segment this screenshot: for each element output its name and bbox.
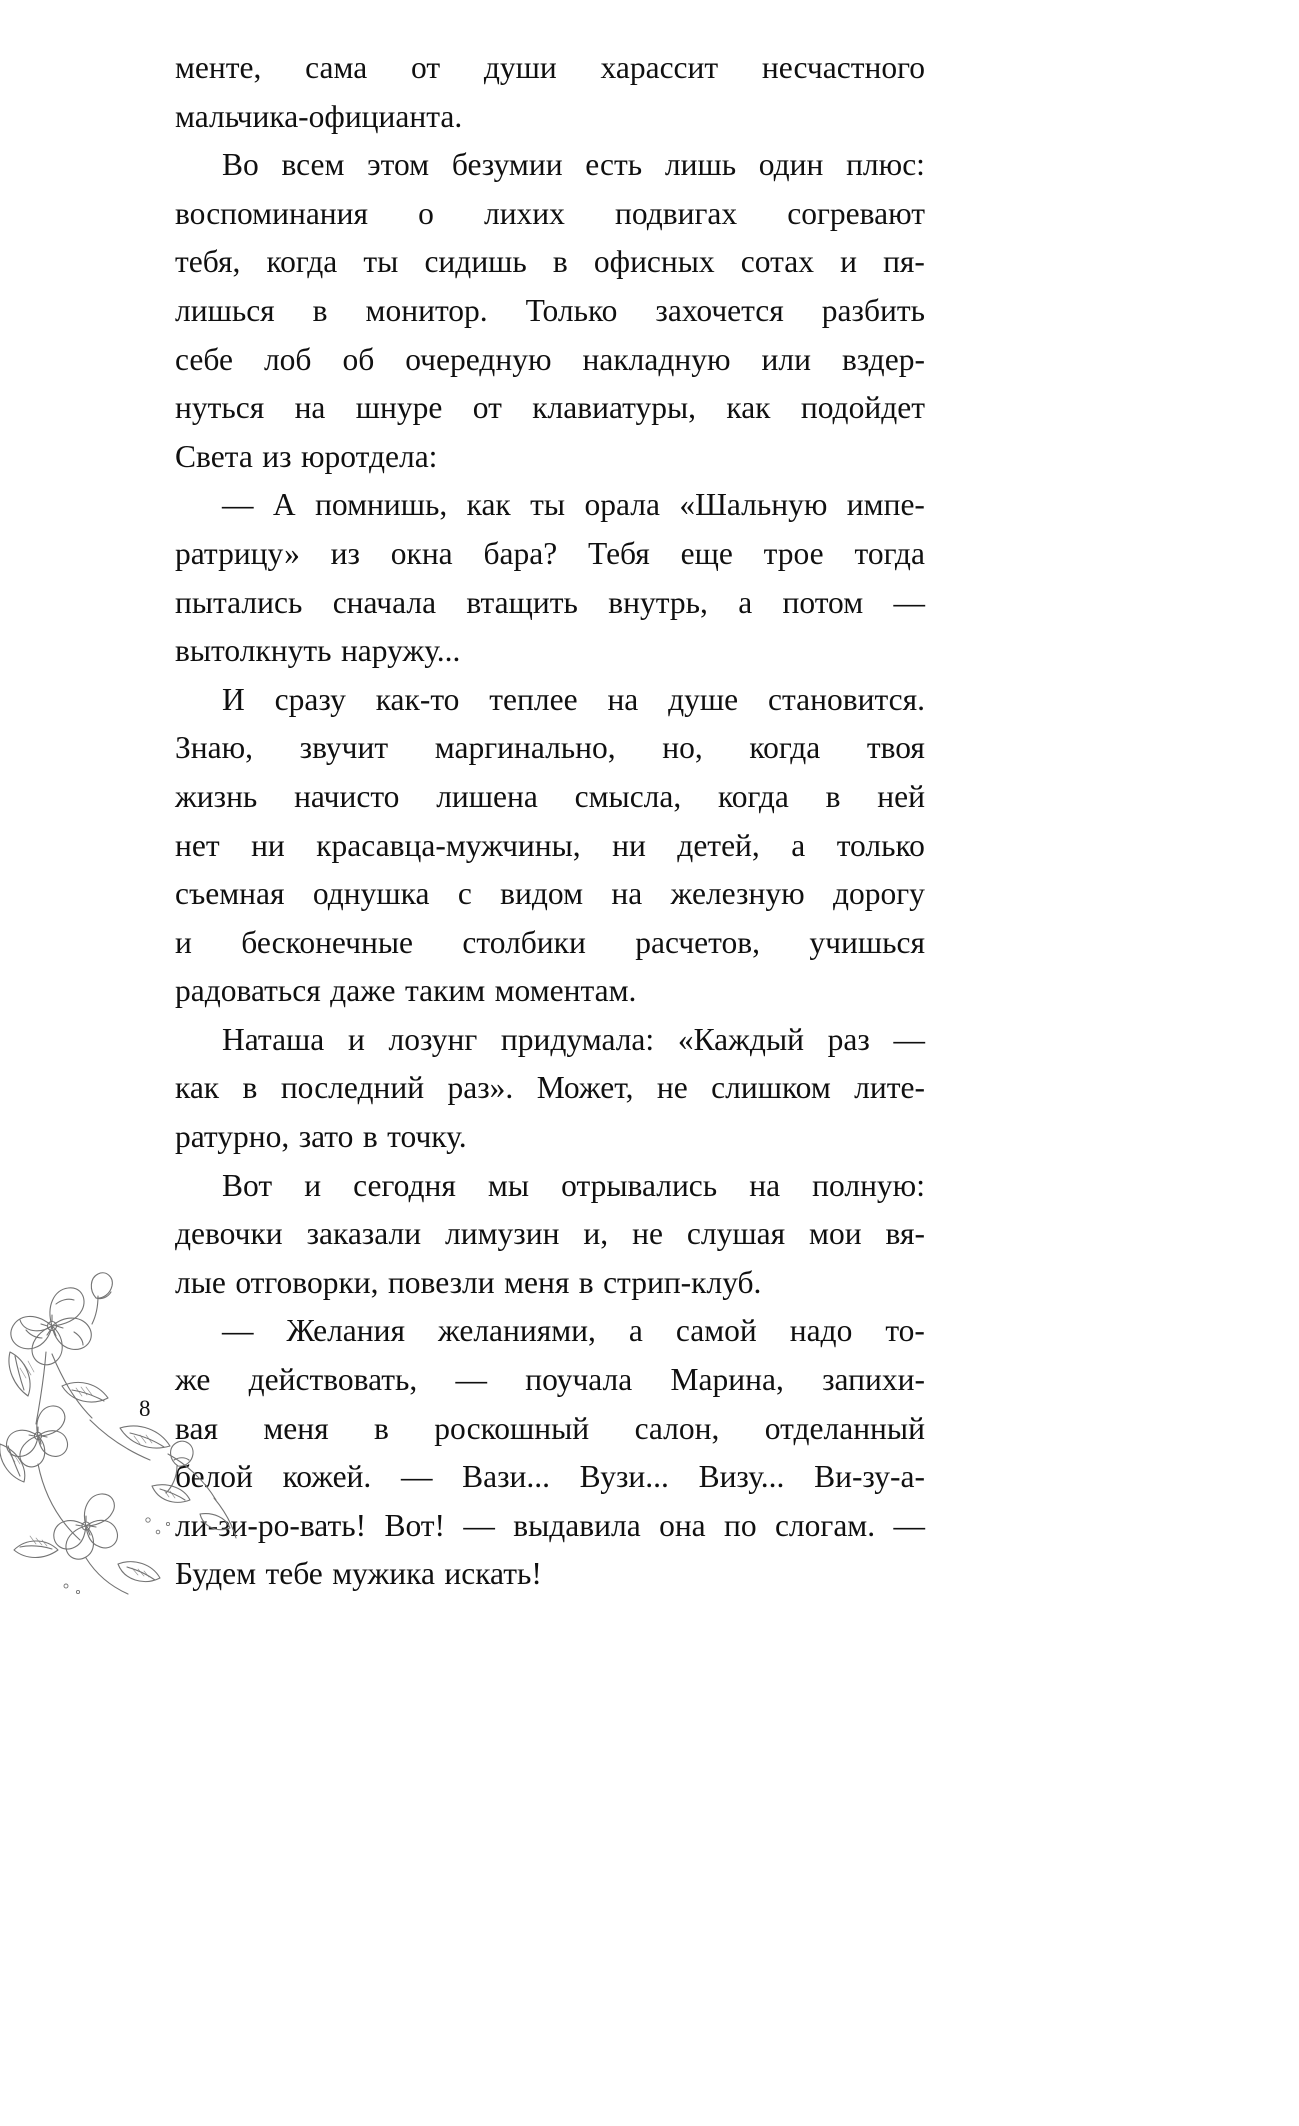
word: — xyxy=(893,584,925,620)
word: роскошный xyxy=(434,1410,590,1446)
word: сотах xyxy=(740,244,814,280)
word: импе- xyxy=(846,487,925,523)
word: железную xyxy=(670,876,805,912)
word: согревают xyxy=(787,195,925,231)
word: бара? xyxy=(483,535,558,571)
word: Будем xyxy=(175,1556,257,1592)
word: — xyxy=(463,1507,495,1543)
word: меня xyxy=(263,1410,329,1446)
word: в xyxy=(578,1264,594,1300)
word: Во xyxy=(222,147,259,183)
word: видом xyxy=(500,876,584,912)
text-line xyxy=(175,822,925,871)
word: — xyxy=(893,1507,925,1543)
word: Вази... xyxy=(462,1459,550,1495)
word: ратурно, xyxy=(175,1119,290,1155)
word: — xyxy=(455,1362,488,1398)
word: таким xyxy=(404,973,486,1009)
word: начисто xyxy=(294,778,400,814)
word: же xyxy=(175,1362,211,1398)
word: в xyxy=(242,1070,258,1106)
word: нет xyxy=(175,827,220,863)
word: от xyxy=(472,390,502,426)
word: сначала xyxy=(332,584,437,620)
word: воспоминания xyxy=(175,195,369,231)
word: в xyxy=(374,1410,389,1446)
word: вздер- xyxy=(841,341,925,377)
word: а xyxy=(791,827,806,863)
word: заказали xyxy=(306,1216,422,1252)
word: тебя, xyxy=(175,244,241,280)
word: — xyxy=(222,487,254,523)
word: из xyxy=(330,535,360,571)
word: сегодня xyxy=(353,1167,456,1203)
text-line xyxy=(175,1113,925,1162)
word: надо xyxy=(789,1313,853,1349)
text-line xyxy=(175,93,925,142)
word: а xyxy=(628,1313,643,1349)
word: безумии xyxy=(451,147,563,183)
word: как xyxy=(466,487,511,523)
text-line xyxy=(175,481,925,530)
word: окна xyxy=(390,535,453,571)
word: действовать, xyxy=(248,1362,418,1398)
word: твоя xyxy=(866,730,925,766)
word: радоваться xyxy=(175,973,321,1009)
text-line xyxy=(175,870,925,919)
word: как xyxy=(726,390,771,426)
text-line xyxy=(175,433,925,482)
word: и xyxy=(304,1167,322,1203)
word: Визу... xyxy=(698,1459,785,1495)
word: Может, xyxy=(536,1070,634,1106)
word: Ви-зу-а- xyxy=(814,1459,925,1495)
word: не xyxy=(632,1216,663,1252)
text-line xyxy=(175,676,925,725)
word: кожей. xyxy=(282,1459,372,1495)
word: харассит xyxy=(600,50,719,85)
word: слогам. xyxy=(774,1507,876,1543)
word: девочки xyxy=(175,1216,283,1252)
word: вытолкнуть xyxy=(175,633,332,669)
text-line xyxy=(175,1064,925,1113)
word: клавиатуры, xyxy=(532,390,697,426)
word: зато xyxy=(298,1119,354,1155)
text-line xyxy=(175,190,925,239)
text-line xyxy=(175,287,925,336)
word: меня xyxy=(504,1264,570,1300)
word: отделанный xyxy=(764,1410,925,1446)
word: из xyxy=(262,438,292,474)
word: ни xyxy=(251,827,285,863)
word: или xyxy=(761,341,811,377)
word: захочется xyxy=(655,292,784,328)
word: но, xyxy=(662,730,703,766)
word: ли-зи-ро-вать! xyxy=(175,1507,367,1543)
word: «Каждый xyxy=(677,1021,804,1057)
word: и xyxy=(175,924,192,960)
word: становится. xyxy=(768,681,925,717)
text-line xyxy=(175,1210,925,1259)
word: дорогу xyxy=(832,876,925,912)
word: лишь xyxy=(664,147,737,183)
word: на xyxy=(749,1167,781,1203)
word: с xyxy=(457,876,472,912)
word: сидишь xyxy=(424,244,527,280)
word: Вузи... xyxy=(579,1459,669,1495)
word: в xyxy=(552,244,568,280)
word: как xyxy=(175,1070,220,1106)
word: «Шальную xyxy=(679,487,828,523)
word: когда xyxy=(749,730,821,766)
word: И xyxy=(222,681,245,717)
word: орала xyxy=(584,487,660,523)
word: ратрицу» xyxy=(175,535,300,571)
word: запихи- xyxy=(822,1362,925,1398)
word: раз». xyxy=(447,1070,514,1106)
word: этом xyxy=(367,147,430,183)
word: — xyxy=(222,1313,254,1349)
word: наружу... xyxy=(340,633,461,669)
word: — xyxy=(400,1459,433,1495)
word: мои xyxy=(809,1216,862,1252)
word: съемная xyxy=(175,876,285,912)
word: потом xyxy=(782,584,864,620)
word: всем xyxy=(281,147,345,183)
word: когда xyxy=(266,244,338,280)
word: полную: xyxy=(812,1167,925,1203)
word: теплее xyxy=(489,681,578,717)
word: то- xyxy=(885,1313,925,1349)
word: звучит xyxy=(299,730,389,766)
word: пя- xyxy=(883,244,925,280)
word: себе xyxy=(175,341,233,377)
word: даже xyxy=(330,973,396,1009)
word: сама xyxy=(305,50,368,85)
text-line xyxy=(175,1016,925,1065)
word: офисных xyxy=(593,244,715,280)
text-line xyxy=(175,967,925,1016)
word: самой xyxy=(675,1313,757,1349)
word: раз xyxy=(827,1021,870,1057)
word: мужика xyxy=(332,1556,435,1592)
word: а xyxy=(738,584,753,620)
word: искать! xyxy=(444,1556,542,1592)
word: Желания xyxy=(286,1313,405,1349)
word: трое xyxy=(763,535,824,571)
word: ты xyxy=(363,244,399,280)
word: расчетов, xyxy=(635,924,760,960)
word: только xyxy=(836,827,925,863)
word: желаниями, xyxy=(437,1313,596,1349)
word: есть xyxy=(585,147,643,183)
word: лозунг xyxy=(388,1021,478,1057)
word: Только xyxy=(525,292,618,328)
word: жизнь xyxy=(175,778,258,814)
text-line xyxy=(175,1550,925,1599)
word: еще xyxy=(680,535,733,571)
word: моментам. xyxy=(494,973,637,1009)
word: лихих xyxy=(483,195,565,231)
word: подойдет xyxy=(800,390,925,426)
word: столбики xyxy=(462,924,586,960)
word: нуться xyxy=(175,390,265,426)
word: по xyxy=(724,1507,757,1543)
text-line xyxy=(175,724,925,773)
word: тебе xyxy=(265,1556,323,1592)
word: Наташа xyxy=(222,1021,325,1057)
word: от xyxy=(410,50,441,85)
word: об xyxy=(342,341,375,377)
word: на xyxy=(611,876,643,912)
word: красавца-мужчины, xyxy=(316,827,581,863)
word: не xyxy=(656,1070,688,1106)
text-line xyxy=(175,1405,925,1454)
word: детей, xyxy=(677,827,760,863)
word: и xyxy=(347,1021,365,1057)
word: в xyxy=(312,292,328,328)
word: однушка xyxy=(312,876,430,912)
word: маргинально, xyxy=(434,730,616,766)
word: плюс: xyxy=(846,147,925,183)
word: как-то xyxy=(375,681,460,717)
word: она xyxy=(659,1507,706,1543)
word: о xyxy=(418,195,434,231)
text-line xyxy=(175,530,925,579)
word: бесконечные xyxy=(241,924,413,960)
word: отрывались xyxy=(561,1167,718,1203)
word: стрип-клуб. xyxy=(603,1264,762,1300)
text-line xyxy=(175,1162,925,1211)
word: разбить xyxy=(821,292,925,328)
word: мальчика-официанта. xyxy=(175,98,463,134)
word: лишена xyxy=(436,778,538,814)
word: Вот! xyxy=(384,1507,446,1543)
text-line xyxy=(175,384,925,433)
word: тогда xyxy=(854,535,925,571)
word: отговорки, xyxy=(235,1264,379,1300)
text-line xyxy=(175,919,925,968)
word: ты xyxy=(530,487,566,523)
word: очередную xyxy=(405,341,552,377)
word: салон, xyxy=(634,1410,720,1446)
word: повезли xyxy=(387,1264,495,1300)
page-number: 8 xyxy=(139,1396,151,1421)
word: лишься xyxy=(175,292,275,328)
word: когда xyxy=(718,778,789,814)
text-line xyxy=(175,627,925,676)
word: и xyxy=(840,244,857,280)
word: лоб xyxy=(263,341,312,377)
word: поучала xyxy=(525,1362,633,1398)
word: — xyxy=(893,1021,925,1057)
word: Света xyxy=(175,438,253,474)
word: на xyxy=(607,681,639,717)
text-line xyxy=(175,1453,925,1502)
word: втащить xyxy=(466,584,578,620)
word: последний xyxy=(280,1070,425,1106)
word: белой xyxy=(175,1459,253,1495)
body-text xyxy=(175,44,925,1599)
word: шнуре xyxy=(355,390,443,426)
word: учишься xyxy=(809,924,925,960)
word: А xyxy=(272,487,296,523)
word: ни xyxy=(612,827,646,863)
word: и, xyxy=(583,1216,609,1252)
word: на xyxy=(294,390,326,426)
text-line xyxy=(175,1307,925,1356)
word: слушая xyxy=(686,1216,786,1252)
word: души xyxy=(483,50,557,85)
text-line xyxy=(175,773,925,822)
word: душе xyxy=(668,681,739,717)
word: пытались xyxy=(175,584,303,620)
word: менте, xyxy=(175,50,262,85)
word: выдавила xyxy=(513,1507,641,1543)
word: вя- xyxy=(885,1216,925,1252)
word: ней xyxy=(877,778,925,814)
word: монитор. xyxy=(365,292,488,328)
word: юротдела: xyxy=(301,438,438,474)
word: сразу xyxy=(274,681,346,717)
text-line xyxy=(175,1356,925,1405)
word: придумала: xyxy=(500,1021,655,1057)
word: Вот xyxy=(222,1167,273,1203)
word: Тебя xyxy=(588,535,650,571)
text-line xyxy=(175,579,925,628)
word: подвигах xyxy=(615,195,738,231)
text-line xyxy=(175,1259,925,1308)
word: лите- xyxy=(854,1070,925,1106)
word: несчастного xyxy=(761,50,925,85)
text-line xyxy=(175,336,925,385)
word: в xyxy=(825,778,841,814)
word: лимузин xyxy=(445,1216,560,1252)
text-line xyxy=(175,238,925,287)
word: помнишь, xyxy=(315,487,448,523)
word: в xyxy=(362,1119,378,1155)
text-line xyxy=(175,44,925,93)
word: мы xyxy=(487,1167,530,1203)
word: смысла, xyxy=(574,778,682,814)
word: Марина, xyxy=(670,1362,784,1398)
word: слишком xyxy=(711,1070,831,1106)
text-line xyxy=(175,1502,925,1551)
word: лые xyxy=(175,1264,226,1300)
word: один xyxy=(758,147,824,183)
word: внутрь, xyxy=(608,584,708,620)
word: накладную xyxy=(582,341,731,377)
word: точку. xyxy=(387,1119,467,1155)
text-line xyxy=(175,141,925,190)
word: вая xyxy=(175,1410,218,1446)
word: Знаю, xyxy=(175,730,254,766)
